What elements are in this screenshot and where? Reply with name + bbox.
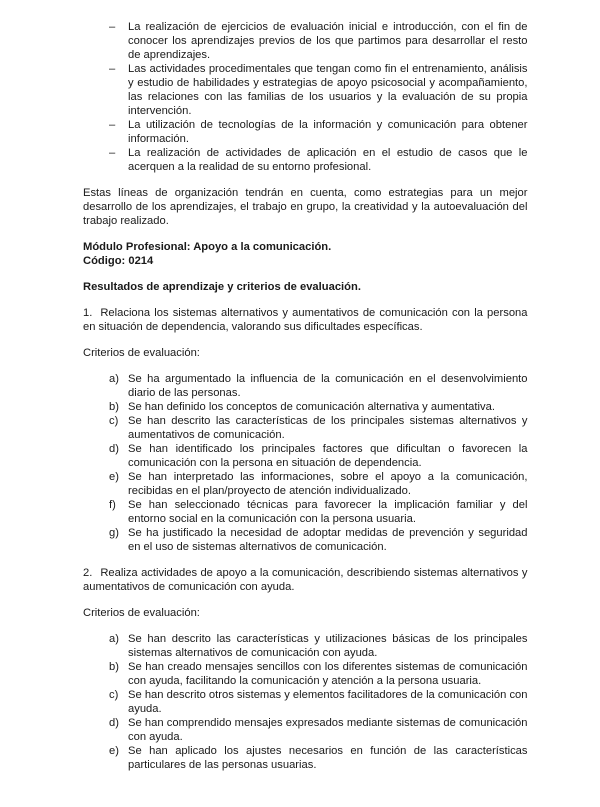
list-item bbox=[109, 744, 528, 772]
list-item bbox=[109, 632, 528, 660]
list-item bbox=[109, 372, 528, 400]
criterion-text: Se han creado mensajes sencillos con los diferentes sistemas de comunicación con ayuda, facilitando la comunicación y atención a la persona usuaria. bbox=[128, 661, 528, 687]
module-title: Módulo Profesional: Apoyo a la comunicación. bbox=[83, 241, 332, 253]
criterion-text: Se han comprendido mensajes expresados mediante sistemas de comunicación con ayuda. bbox=[128, 717, 528, 743]
list-item bbox=[109, 688, 528, 716]
criteria-label-2: Criterios de evaluación: bbox=[83, 607, 200, 619]
dash-marker: – bbox=[109, 63, 116, 75]
list-item bbox=[109, 526, 528, 554]
outcome-2-text: Realiza actividades de apoyo a la comunicación, describiendo sistemas alternativos y aumentativos de comunicación con ayuda. bbox=[83, 567, 528, 593]
list-item bbox=[109, 400, 528, 414]
dash-marker: – bbox=[109, 119, 116, 131]
letter-marker: d) bbox=[109, 717, 119, 729]
criterion-text: Se han descrito las características de los principales sistemas alternativos y aumentativos de comunicación. bbox=[128, 415, 528, 441]
letter-marker: b) bbox=[109, 401, 119, 413]
letter-marker: b) bbox=[109, 661, 119, 673]
criteria-list-2 bbox=[83, 632, 528, 772]
bullet-text: Las actividades procedimentales que tengan como fin el entrenamiento, análisis y estudio de habilidades y estrategias de apoyo psicosocial y acompañamiento, las relaciones con las familias de los usuarios y la evaluación de su propia intervención. bbox=[128, 63, 528, 117]
outcome-1 bbox=[83, 306, 528, 334]
list-item bbox=[109, 146, 528, 174]
module-code: Código: 0214 bbox=[83, 255, 154, 267]
outcome-1-text: Relaciona los sistemas alternativos y aumentativos de comunicación con la persona en situación de dependencia, valorando sus dificultades específicas. bbox=[83, 307, 528, 333]
letter-marker: c) bbox=[109, 689, 119, 701]
results-heading: Resultados de aprendizaje y criterios de evaluación. bbox=[83, 281, 361, 293]
list-item bbox=[109, 498, 528, 526]
letter-marker: a) bbox=[109, 373, 119, 385]
criterion-text: Se ha argumentado la influencia de la comunicación en el desenvolvimiento diario de las personas. bbox=[128, 373, 528, 399]
list-item bbox=[109, 118, 528, 146]
criterion-text: Se han interpretado las informaciones, sobre el apoyo a la comunicación, recibidas en el plan/proyecto de atención individualizado. bbox=[128, 471, 528, 497]
dash-marker: – bbox=[109, 147, 116, 159]
criterion-text: Se han descrito las características y utilizaciones básicas de los principales sistemas alternativos de comunicación con ayuda. bbox=[128, 633, 528, 659]
letter-marker: f) bbox=[109, 499, 116, 511]
letter-marker: e) bbox=[109, 471, 119, 483]
criterion-text: Se han descrito otros sistemas y elementos facilitadores de la comunicación con ayuda. bbox=[128, 689, 528, 715]
outcome-1-number: 1. bbox=[83, 307, 93, 319]
criterion-text: Se ha justificado la necesidad de adoptar medidas de prevención y seguridad en el uso de sistemas alternativos de comunicación. bbox=[128, 527, 528, 553]
letter-marker: e) bbox=[109, 745, 119, 757]
intro-paragraph: Estas líneas de organización tendrán en cuenta, como estrategias para un mejor desarrollo de los aprendizajes, el trabajo en grupo, la creatividad y la autoevaluación del trabajo realizado. bbox=[83, 187, 528, 227]
list-item bbox=[109, 20, 528, 62]
criteria-label-1: Criterios de evaluación: bbox=[83, 347, 200, 359]
bullet-text: La realización de ejercicios de evaluación inicial e introducción, con el fin de conocer los aprendizajes previos de los que partimos para desarrollar el resto de aprendizajes. bbox=[128, 21, 528, 61]
list-item bbox=[109, 414, 528, 442]
criterion-text: Se han definido los conceptos de comunicación alternativa y aumentativa. bbox=[128, 401, 495, 413]
letter-marker: g) bbox=[109, 527, 119, 539]
intro-bullet-list bbox=[83, 20, 528, 174]
bullet-text: La realización de actividades de aplicación en el estudio de casos que le acerquen a la realidad de su entorno profesional. bbox=[128, 147, 528, 173]
list-item bbox=[109, 62, 528, 118]
list-item bbox=[109, 442, 528, 470]
outcome-2 bbox=[83, 566, 528, 594]
letter-marker: d) bbox=[109, 443, 119, 455]
criterion-text: Se han seleccionado técnicas para favorecer la implicación familiar y del entorno social en la comunicación con la persona usuaria. bbox=[128, 499, 528, 525]
outcome-2-number: 2. bbox=[83, 567, 93, 579]
criterion-text: Se han identificado los principales factores que dificultan o favorecen la comunicación con la persona en situación de dependencia. bbox=[128, 443, 528, 469]
criterion-text: Se han aplicado los ajustes necesarios en función de las características particulares de las personas usuarias. bbox=[128, 745, 528, 771]
list-item bbox=[109, 660, 528, 688]
letter-marker: c) bbox=[109, 415, 119, 427]
list-item bbox=[109, 716, 528, 744]
criteria-list-1 bbox=[83, 372, 528, 554]
dash-marker: – bbox=[109, 21, 116, 33]
letter-marker: a) bbox=[109, 633, 119, 645]
bullet-text: La utilización de tecnologías de la información y comunicación para obtener información. bbox=[128, 119, 528, 145]
list-item bbox=[109, 470, 528, 498]
